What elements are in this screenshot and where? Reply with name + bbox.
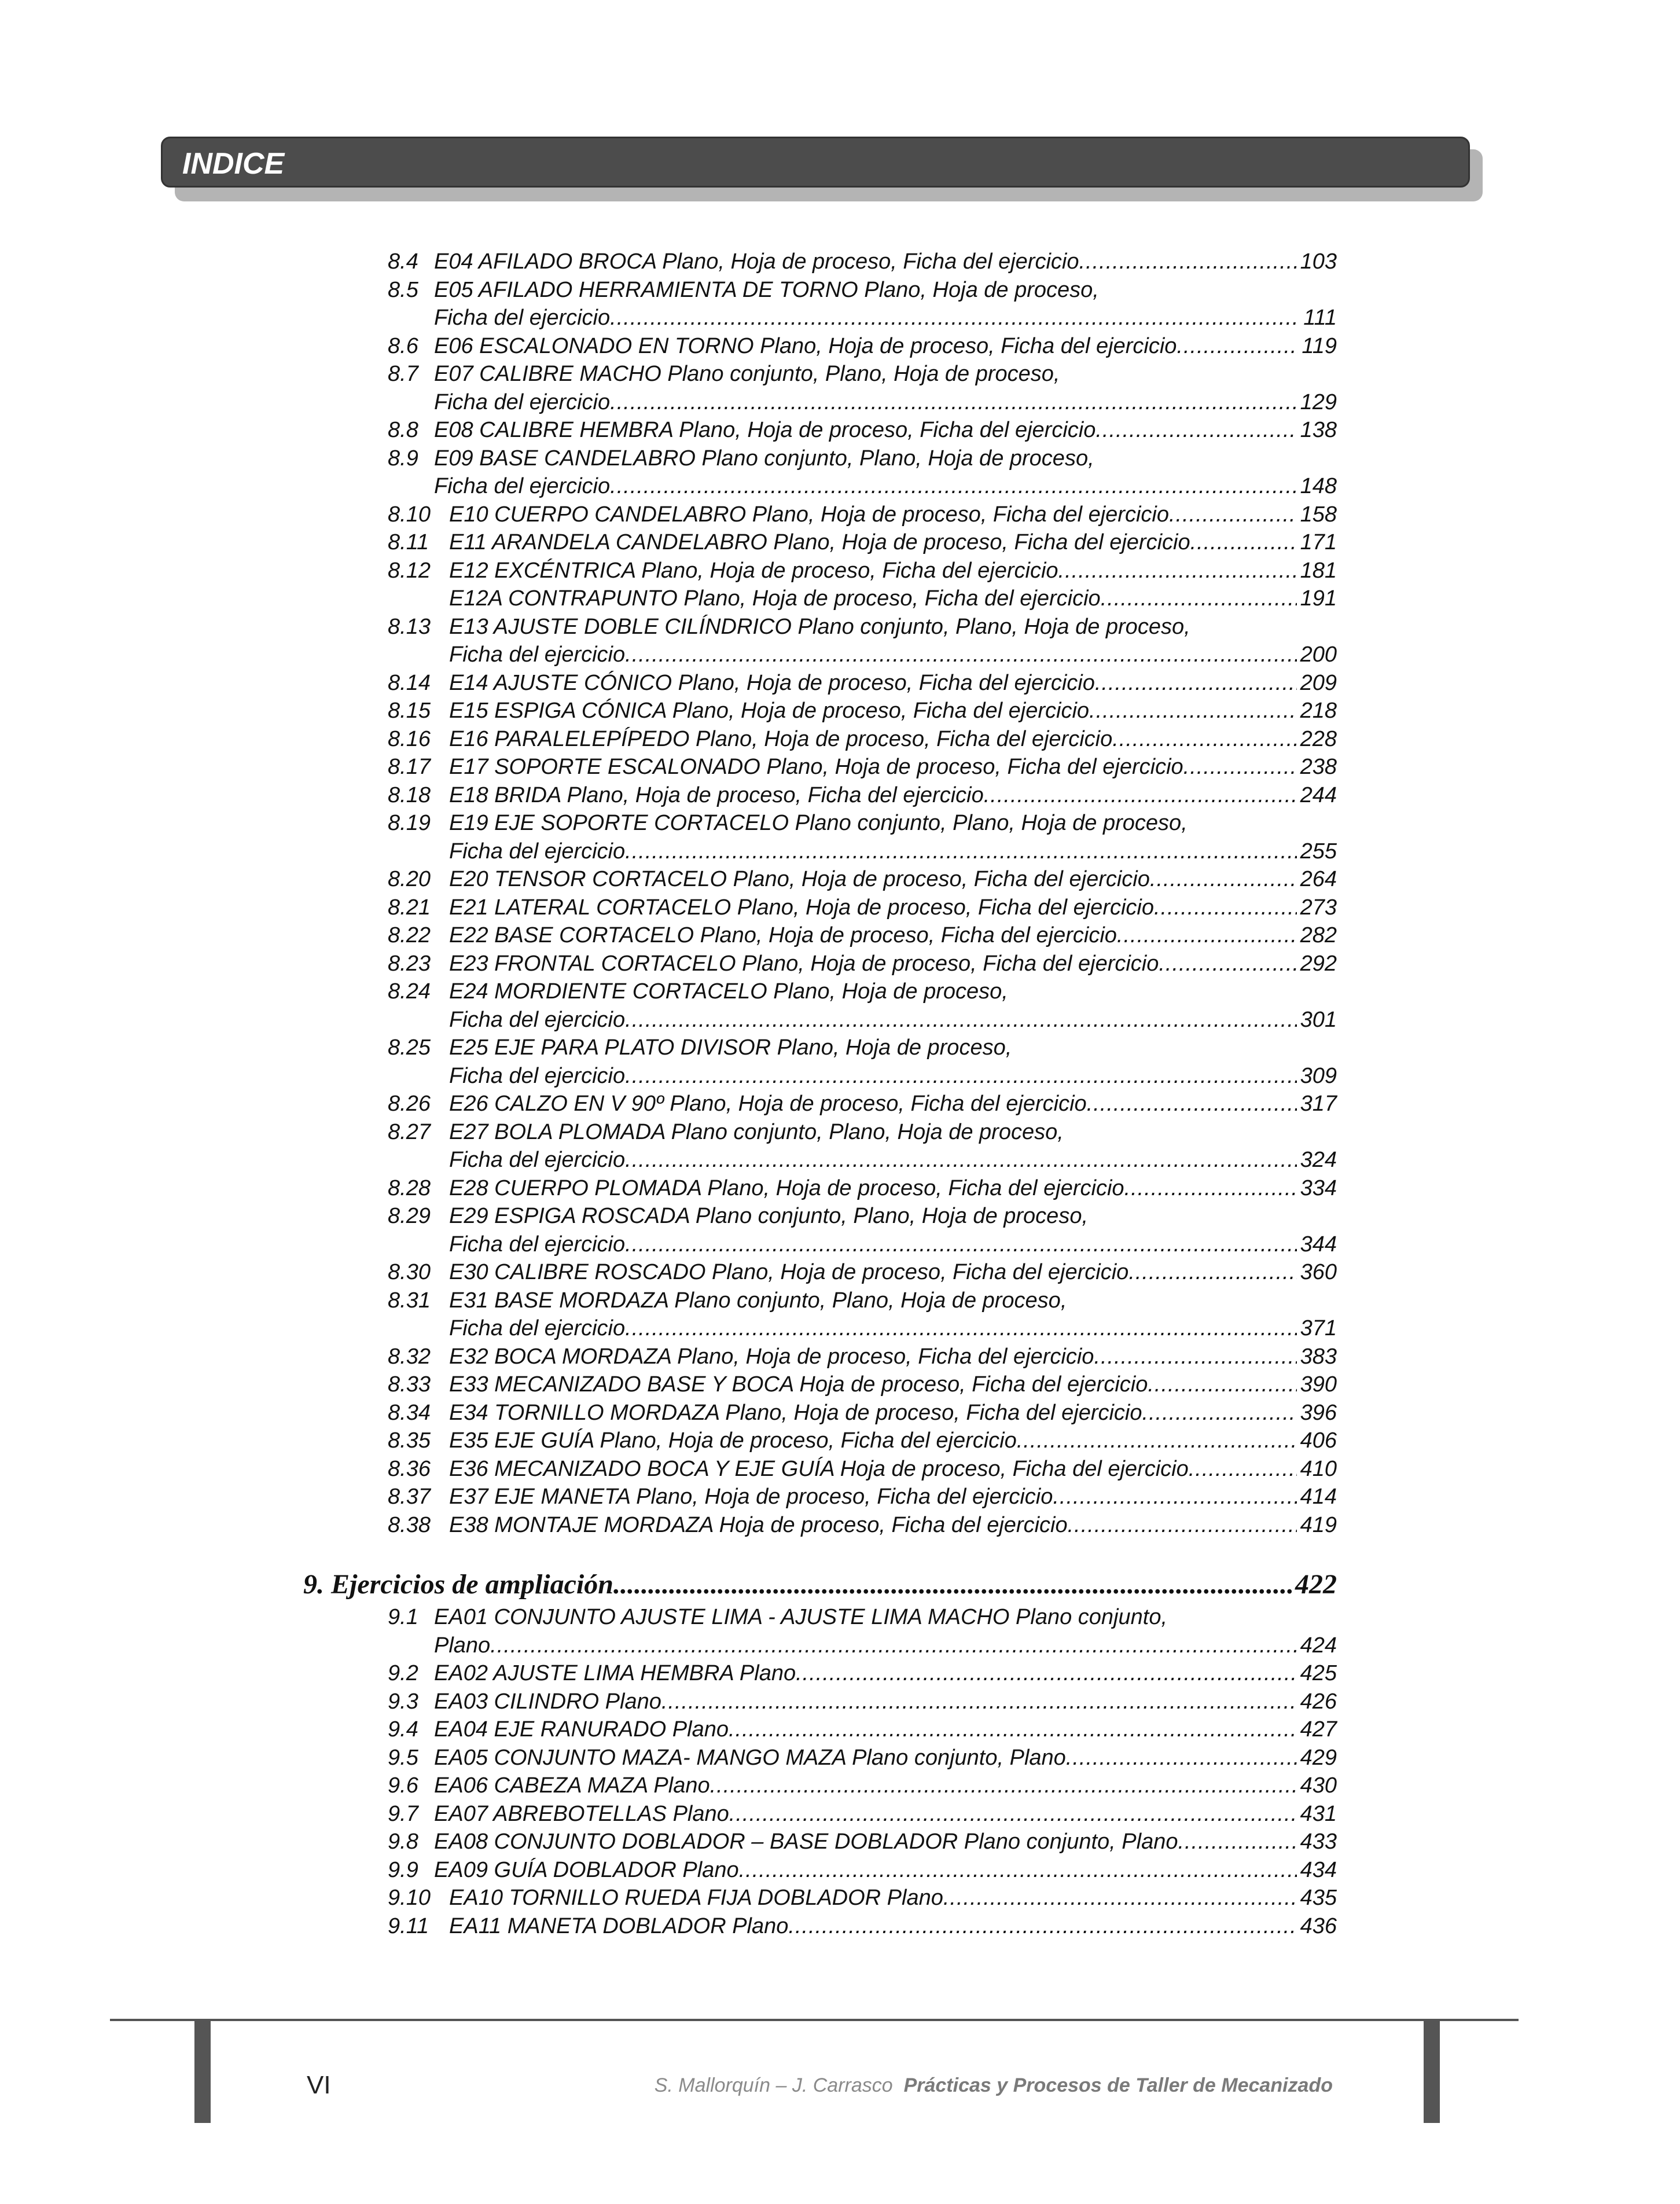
entry-page: 129: [1300, 390, 1337, 414]
entry-page: 292: [1300, 951, 1337, 976]
entry-title: E04 AFILADO BROCA Plano, Hoja de proceso, Ficha del ejercicio: [434, 249, 1079, 274]
entry-title: E07 CALIBRE MACHO Plano conjunto, Plano, Hoja de proceso,: [434, 362, 1060, 386]
entry-title: EA02 AJUSTE LIMA HEMBRA Plano: [434, 1661, 796, 1685]
entry-page: 430: [1300, 1773, 1337, 1798]
entry-title-continued: Ficha del ejercicio: [434, 474, 611, 498]
entry-title-continued: Ficha del ejercicio: [449, 642, 626, 667]
entry-page: 431: [1300, 1801, 1337, 1826]
entry-number: 9.9: [388, 1857, 418, 1882]
toc-entry-line: [388, 1603, 1337, 1632]
entry-page: 158: [1300, 502, 1337, 527]
toc-entry: [388, 248, 1337, 276]
entry-page: 436: [1300, 1913, 1337, 1938]
footer-credit: [655, 2074, 1333, 2097]
dot-leader: [1124, 1174, 1297, 1203]
toc-entry-line: [388, 1632, 1337, 1660]
entry-number: 8.17: [388, 755, 431, 779]
toc-entry: [388, 921, 1337, 950]
toc-entry: [388, 557, 1337, 585]
entry-number: 8.18: [388, 783, 431, 807]
entry-page: 228: [1300, 726, 1337, 751]
dot-leader: [739, 1856, 1297, 1885]
toc-entry-line: [388, 276, 1337, 304]
entry-title: E24 MORDIENTE CORTACELO Plano, Hoja de proceso,: [449, 979, 1008, 1004]
toc-entry-line: [388, 1202, 1337, 1230]
entry-number: 9.3: [388, 1689, 418, 1714]
toc-section-heading: [303, 1567, 1337, 1602]
entry-number: 9.1: [388, 1605, 418, 1629]
entry-number: 8.25: [388, 1035, 431, 1060]
entry-number: 8.31: [388, 1288, 431, 1313]
dot-leader: [710, 1772, 1297, 1800]
toc-entry-line: [388, 1287, 1337, 1315]
dot-leader: [610, 388, 1296, 417]
entry-number: 9.6: [388, 1773, 418, 1798]
entry-title: E36 MECANIZADO BOCA Y EJE GUÍA Hoja de proceso, Ficha del ejercicio: [449, 1456, 1189, 1481]
entry-title: EA03 CILINDRO Plano: [434, 1689, 661, 1714]
entry-page: 301: [1300, 1007, 1337, 1032]
toc-entry: [388, 1912, 1337, 1941]
dot-leader: [625, 641, 1296, 669]
entry-title: E12A CONTRAPUNTO Plano, Hoja de proceso, Ficha del ejercicio: [449, 586, 1101, 611]
entry-page: 191: [1300, 586, 1337, 611]
dot-leader: [1148, 1371, 1296, 1399]
dot-leader: [1159, 950, 1296, 978]
entry-page: 406: [1300, 1428, 1337, 1453]
entry-title: EA07 ABREBOTELLAS Plano: [434, 1801, 729, 1826]
toc-entry-line: [388, 1034, 1337, 1062]
entry-number: 8.35: [388, 1428, 431, 1453]
dot-leader: [729, 1716, 1297, 1744]
entry-number: 8.27: [388, 1119, 431, 1144]
toc-entry: [388, 585, 1337, 613]
dot-leader: [625, 1006, 1296, 1034]
entry-title: EA04 EJE RANURADO Plano: [434, 1717, 729, 1742]
toc-entry: [388, 865, 1337, 894]
entry-title: E21 LATERAL CORTACELO Plano, Hoja de proceso, Ficha del ejercicio: [449, 895, 1154, 920]
entry-title: E11 ARANDELA CANDELABRO Plano, Hoja de proceso, Ficha del ejercicio: [449, 530, 1190, 554]
dot-leader: [1096, 416, 1296, 445]
toc-entry: [388, 1371, 1337, 1399]
entry-number: 8.23: [388, 951, 431, 976]
dot-leader: [984, 781, 1297, 810]
dot-leader: [1142, 1399, 1297, 1427]
section-title: 9. Ejercicios de ampliación: [303, 1569, 613, 1600]
entry-number: 8.16: [388, 726, 431, 751]
entry-page: 396: [1300, 1400, 1337, 1425]
entry-title: E10 CUERPO CANDELABRO Plano, Hoja de proceso, Ficha del ejercicio: [449, 502, 1169, 527]
entry-page: 273: [1300, 895, 1337, 920]
entry-number: 8.30: [388, 1260, 431, 1284]
entry-title: EA11 MANETA DOBLADOR Plano: [449, 1913, 789, 1938]
entry-number: 8.32: [388, 1344, 431, 1369]
entry-title: EA06 CABEZA MAZA Plano: [434, 1773, 710, 1798]
entry-title: E12 EXCÉNTRICA Plano, Hoja de proceso, Ficha del ejercicio: [449, 558, 1058, 583]
dot-leader: [490, 1632, 1296, 1660]
toc-entry: [388, 950, 1337, 978]
entry-title: E23 FRONTAL CORTACELO Plano, Hoja de proceso, Ficha del ejercicio: [449, 951, 1159, 976]
entry-page: 410: [1300, 1456, 1337, 1481]
dot-leader: [1112, 725, 1296, 754]
entry-page: 425: [1300, 1661, 1337, 1685]
entry-page: 344: [1300, 1232, 1337, 1257]
entry-title-continued: Ficha del ejercicio: [449, 1007, 626, 1032]
entry-title: E15 ESPIGA CÓNICA Plano, Hoja de proceso, Ficha del ejercicio: [449, 699, 1090, 723]
entry-number: 8.38: [388, 1512, 431, 1537]
entry-title: E37 EJE MANETA Plano, Hoja de proceso, Ficha del ejercicio: [449, 1485, 1053, 1509]
entry-number: 8.11: [388, 530, 429, 554]
entry-number: 8.7: [388, 362, 418, 386]
footer-rule: [110, 2019, 1519, 2021]
entry-page: 434: [1300, 1857, 1337, 1882]
entry-title: E27 BOLA PLOMADA Plano conjunto, Plano, Hoja de proceso,: [449, 1119, 1064, 1144]
toc-entry: [388, 781, 1337, 810]
entry-title: E31 BASE MORDAZA Plano conjunto, Plano, Hoja de proceso,: [449, 1288, 1067, 1313]
toc-entry-line: [388, 1314, 1337, 1343]
entry-page: 435: [1300, 1886, 1337, 1910]
dot-leader: [625, 1146, 1296, 1174]
dot-leader: [1058, 557, 1297, 585]
toc-entry-line: [388, 1118, 1337, 1147]
toc-entry-line: [388, 1006, 1337, 1034]
entry-page: 264: [1300, 867, 1337, 891]
entry-page: 138: [1300, 418, 1337, 442]
entry-title: E38 MONTAJE MORDAZA Hoja de proceso, Ficha del ejercicio: [449, 1512, 1068, 1537]
toc-entry-line: [388, 809, 1337, 837]
entry-title-continued: Ficha del ejercicio: [449, 1316, 626, 1340]
entry-page: 334: [1300, 1176, 1337, 1200]
toc-entry-line: [388, 360, 1337, 388]
entry-number: 8.33: [388, 1372, 431, 1397]
footer-bar-left: [194, 2020, 211, 2123]
dot-leader: [1101, 585, 1297, 613]
entry-number: 9.11: [388, 1913, 429, 1938]
dot-leader: [1189, 1455, 1297, 1483]
entry-number: 8.28: [388, 1176, 431, 1200]
entry-title: E25 EJE PARA PLATO DIVISOR Plano, Hoja de proceso,: [449, 1035, 1012, 1060]
entry-number: 8.10: [388, 502, 431, 527]
entry-page: 427: [1300, 1717, 1337, 1742]
entry-page: 383: [1300, 1344, 1337, 1369]
entry-number: 9.5: [388, 1745, 418, 1770]
dot-leader: [1095, 669, 1297, 697]
dot-leader: [788, 1912, 1296, 1941]
entry-page: 309: [1300, 1063, 1337, 1088]
toc-entry: [388, 416, 1337, 445]
entry-title-continued: Ficha del ejercicio: [449, 839, 626, 864]
toc-entry: [388, 1688, 1337, 1716]
entry-page: 419: [1300, 1512, 1337, 1537]
toc-entry: [388, 1258, 1337, 1287]
entry-page: 424: [1300, 1633, 1337, 1658]
entry-title: E30 CALIBRE ROSCADO Plano, Hoja de proceso, Ficha del ejercicio: [449, 1260, 1129, 1284]
footer-bar-right: [1424, 2020, 1440, 2123]
toc-entry: [388, 1090, 1337, 1118]
entry-title-continued: Ficha del ejercicio: [434, 306, 611, 330]
toc-entry: [388, 1174, 1337, 1203]
toc-entry: [388, 1427, 1337, 1455]
dot-leader: [1177, 332, 1298, 361]
toc-entry: [388, 1343, 1337, 1371]
entry-title: EA05 CONJUNTO MAZA- MANGO MAZA Plano conjunto, Plano: [434, 1745, 1066, 1770]
entry-title-continued: Ficha del ejercicio: [449, 1232, 626, 1257]
toc-entry: [388, 753, 1337, 781]
entry-title: E06 ESCALONADO EN TORNO Plano, Hoja de proceso, Ficha del ejercicio: [434, 333, 1177, 358]
entry-number: 8.36: [388, 1456, 431, 1481]
entry-page: 181: [1300, 558, 1337, 583]
dot-leader: [1068, 1511, 1297, 1540]
entry-title: E22 BASE CORTACELO Plano, Hoja de proceso, Ficha del ejercicio: [449, 923, 1117, 947]
entry-number: 9.2: [388, 1661, 418, 1685]
entry-title: E29 ESPIGA ROSCADA Plano conjunto, Plano, Hoja de proceso,: [449, 1204, 1089, 1228]
entry-title: EA01 CONJUNTO AJUSTE LIMA - AJUSTE LIMA MACHO Plano conjunto,: [434, 1605, 1168, 1629]
entry-page: 324: [1300, 1148, 1337, 1172]
toc-entry-line: [388, 1146, 1337, 1174]
entry-title: E35 EJE GUÍA Plano, Hoja de proceso, Ficha del ejercicio: [449, 1428, 1017, 1453]
entry-title: E20 TENSOR CORTACELO Plano, Hoja de proceso, Ficha del ejercicio: [449, 867, 1150, 891]
entry-page: 255: [1300, 839, 1337, 864]
section-page: 422: [1295, 1569, 1337, 1600]
entry-page: 148: [1300, 474, 1337, 498]
entry-title: E05 AFILADO HERRAMIENTA DE TORNO Plano, Hoja de proceso,: [434, 277, 1099, 302]
entry-number: 8.14: [388, 670, 431, 695]
toc-entry: [388, 501, 1337, 529]
toc-entry: [388, 1856, 1337, 1885]
entry-page: 111: [1303, 306, 1337, 330]
entry-title: E09 BASE CANDELABRO Plano conjunto, Plano, Hoja de proceso,: [434, 446, 1094, 471]
toc-entry: [388, 1511, 1337, 1540]
toc-entry: [388, 1483, 1337, 1511]
dot-leader: [1117, 921, 1297, 950]
dot-leader: [661, 1688, 1297, 1716]
toc-entry-line: [388, 837, 1337, 866]
entry-title-continued: Ficha del ejercicio: [449, 1148, 626, 1172]
toc-entry: [388, 697, 1337, 725]
entry-page: 218: [1300, 699, 1337, 723]
entry-number: 8.22: [388, 923, 431, 947]
toc-entry-line: [388, 1230, 1337, 1259]
entry-title: E16 PARALELEPÍPEDO Plano, Hoja de proceso, Ficha del ejercicio: [449, 726, 1113, 751]
toc-entry-line: [388, 388, 1337, 417]
entry-number: 8.26: [388, 1092, 431, 1116]
entry-title: EA08 CONJUNTO DOBLADOR – BASE DOBLADOR Plano conjunto, Plano: [434, 1830, 1178, 1854]
toc-entry: [388, 1659, 1337, 1688]
dot-leader: [1079, 248, 1296, 276]
toc-entry: [388, 1399, 1337, 1427]
toc-entry-line: [388, 304, 1337, 332]
dot-leader: [1017, 1427, 1297, 1455]
entry-title: E19 EJE SOPORTE CORTACELO Plano conjunto, Plano, Hoja de proceso,: [449, 811, 1188, 835]
entry-number: 8.9: [388, 446, 418, 471]
dot-leader: [610, 472, 1296, 501]
entry-page: 429: [1300, 1745, 1337, 1770]
dot-leader: [625, 837, 1296, 866]
entry-number: 8.6: [388, 333, 418, 358]
entry-number: 9.8: [388, 1830, 418, 1854]
toc-entry: [388, 1716, 1337, 1744]
entry-number: 8.12: [388, 558, 431, 583]
entry-page: 371: [1300, 1316, 1337, 1340]
toc-entry: [388, 1828, 1337, 1856]
dot-leader: [625, 1062, 1296, 1090]
dot-leader: [610, 304, 1300, 332]
toc-entry: [388, 528, 1337, 557]
toc-entry-line: [388, 641, 1337, 669]
toc-list-chapter-9: [388, 1603, 1337, 1940]
entry-page: 426: [1300, 1689, 1337, 1714]
dot-leader: [613, 1567, 1292, 1602]
dot-leader: [1089, 697, 1297, 725]
toc-entry: [388, 1455, 1337, 1483]
entry-title: E26 CALZO EN V 90º Plano, Hoja de proceso, Ficha del ejercicio: [449, 1092, 1087, 1116]
entry-number: 9.10: [388, 1886, 431, 1910]
entry-page: 200: [1300, 642, 1337, 667]
entry-number: 8.24: [388, 979, 431, 1004]
entry-page: 433: [1300, 1830, 1337, 1854]
dot-leader: [796, 1659, 1296, 1688]
toc-entry: [388, 332, 1337, 361]
entry-title: E08 CALIBRE HEMBRA Plano, Hoja de proceso, Ficha del ejercicio: [434, 418, 1096, 442]
footer-authors: S. Mallorquín – J. Carrasco: [654, 2074, 893, 2096]
entry-number: 8.20: [388, 867, 431, 891]
entry-title-continued: Ficha del ejercicio: [449, 1063, 626, 1088]
entry-number: 9.7: [388, 1801, 418, 1826]
entry-page: 390: [1300, 1372, 1337, 1397]
dot-leader: [1094, 1343, 1296, 1371]
toc-entry-line: [388, 1062, 1337, 1090]
entry-title: E13 AJUSTE DOBLE CILÍNDRICO Plano conjunto, Plano, Hoja de proceso,: [449, 614, 1190, 639]
entry-number: 8.21: [388, 895, 431, 920]
header-title: INDICE: [182, 147, 285, 181]
toc-entry-line: [388, 445, 1337, 473]
toc-entry: [388, 1884, 1337, 1912]
toc-entry: [388, 894, 1337, 922]
dot-leader: [1128, 1258, 1296, 1287]
entry-number: 8.5: [388, 277, 418, 302]
header-banner: [161, 137, 1470, 188]
dot-leader: [625, 1314, 1296, 1343]
toc-list-chapter-8: [388, 248, 1337, 1539]
entry-page: 414: [1300, 1485, 1337, 1509]
entry-number: 8.15: [388, 699, 431, 723]
dot-leader: [729, 1800, 1297, 1828]
entry-number: 8.8: [388, 418, 418, 442]
entry-page: 360: [1300, 1260, 1337, 1284]
entry-title: E32 BOCA MORDAZA Plano, Hoja de proceso, Ficha del ejercicio: [449, 1344, 1094, 1369]
dot-leader: [1178, 1828, 1297, 1856]
entry-number: 8.29: [388, 1204, 431, 1228]
dot-leader: [1154, 894, 1297, 922]
entry-title-continued: Ficha del ejercicio: [434, 390, 611, 414]
entry-title-continued: Plano: [434, 1633, 491, 1658]
entry-title: E17 SOPORTE ESCALONADO Plano, Hoja de proceso, Ficha del ejercicio: [449, 755, 1183, 779]
toc-entry-line: [388, 978, 1337, 1006]
toc-entry: [388, 669, 1337, 697]
dot-leader: [625, 1230, 1296, 1259]
entry-title: E33 MECANIZADO BASE Y BOCA Hoja de proceso, Ficha del ejercicio: [449, 1372, 1148, 1397]
dot-leader: [1169, 501, 1297, 529]
dot-leader: [1087, 1090, 1297, 1118]
entry-title: E14 AJUSTE CÓNICO Plano, Hoja de proceso, Ficha del ejercicio: [449, 670, 1095, 695]
entry-title: EA10 TORNILLO RUEDA FIJA DOBLADOR Plano: [449, 1886, 943, 1910]
toc-entry: [388, 1800, 1337, 1828]
toc-entry-line: [388, 472, 1337, 501]
entry-page: 209: [1300, 670, 1337, 695]
toc-entry: [388, 1772, 1337, 1800]
entry-number: 8.19: [388, 811, 431, 835]
entry-number: 9.4: [388, 1717, 418, 1742]
footer-page-number: VI: [307, 2071, 331, 2099]
entry-number: 8.37: [388, 1485, 431, 1509]
entry-page: 103: [1300, 249, 1337, 274]
toc-entry: [388, 1744, 1337, 1772]
entry-page: 238: [1300, 755, 1337, 779]
entry-number: 8.4: [388, 249, 418, 274]
dot-leader: [1053, 1483, 1296, 1511]
entry-page: 171: [1300, 530, 1337, 554]
entry-title: E18 BRIDA Plano, Hoja de proceso, Ficha del ejercicio: [449, 783, 984, 807]
entry-number: 8.13: [388, 614, 431, 639]
footer-book-title: Prácticas y Procesos de Taller de Mecanizado: [903, 2074, 1333, 2096]
entry-title: E34 TORNILLO MORDAZA Plano, Hoja de proceso, Ficha del ejercicio: [449, 1400, 1142, 1425]
entry-title: E28 CUERPO PLOMADA Plano, Hoja de proceso, Ficha del ejercicio: [449, 1176, 1124, 1200]
dot-leader: [1190, 528, 1297, 557]
dot-leader: [1183, 753, 1297, 781]
entry-page: 244: [1300, 783, 1337, 807]
dot-leader: [1066, 1744, 1297, 1772]
entry-page: 119: [1302, 333, 1337, 358]
toc-entry-line: [388, 613, 1337, 641]
toc-entry: [388, 725, 1337, 754]
entry-page: 317: [1300, 1092, 1337, 1116]
dot-leader: [1150, 865, 1297, 894]
entry-page: 282: [1300, 923, 1337, 947]
dot-leader: [943, 1884, 1297, 1912]
entry-title: EA09 GUÍA DOBLADOR Plano: [434, 1857, 739, 1882]
entry-number: 8.34: [388, 1400, 431, 1425]
